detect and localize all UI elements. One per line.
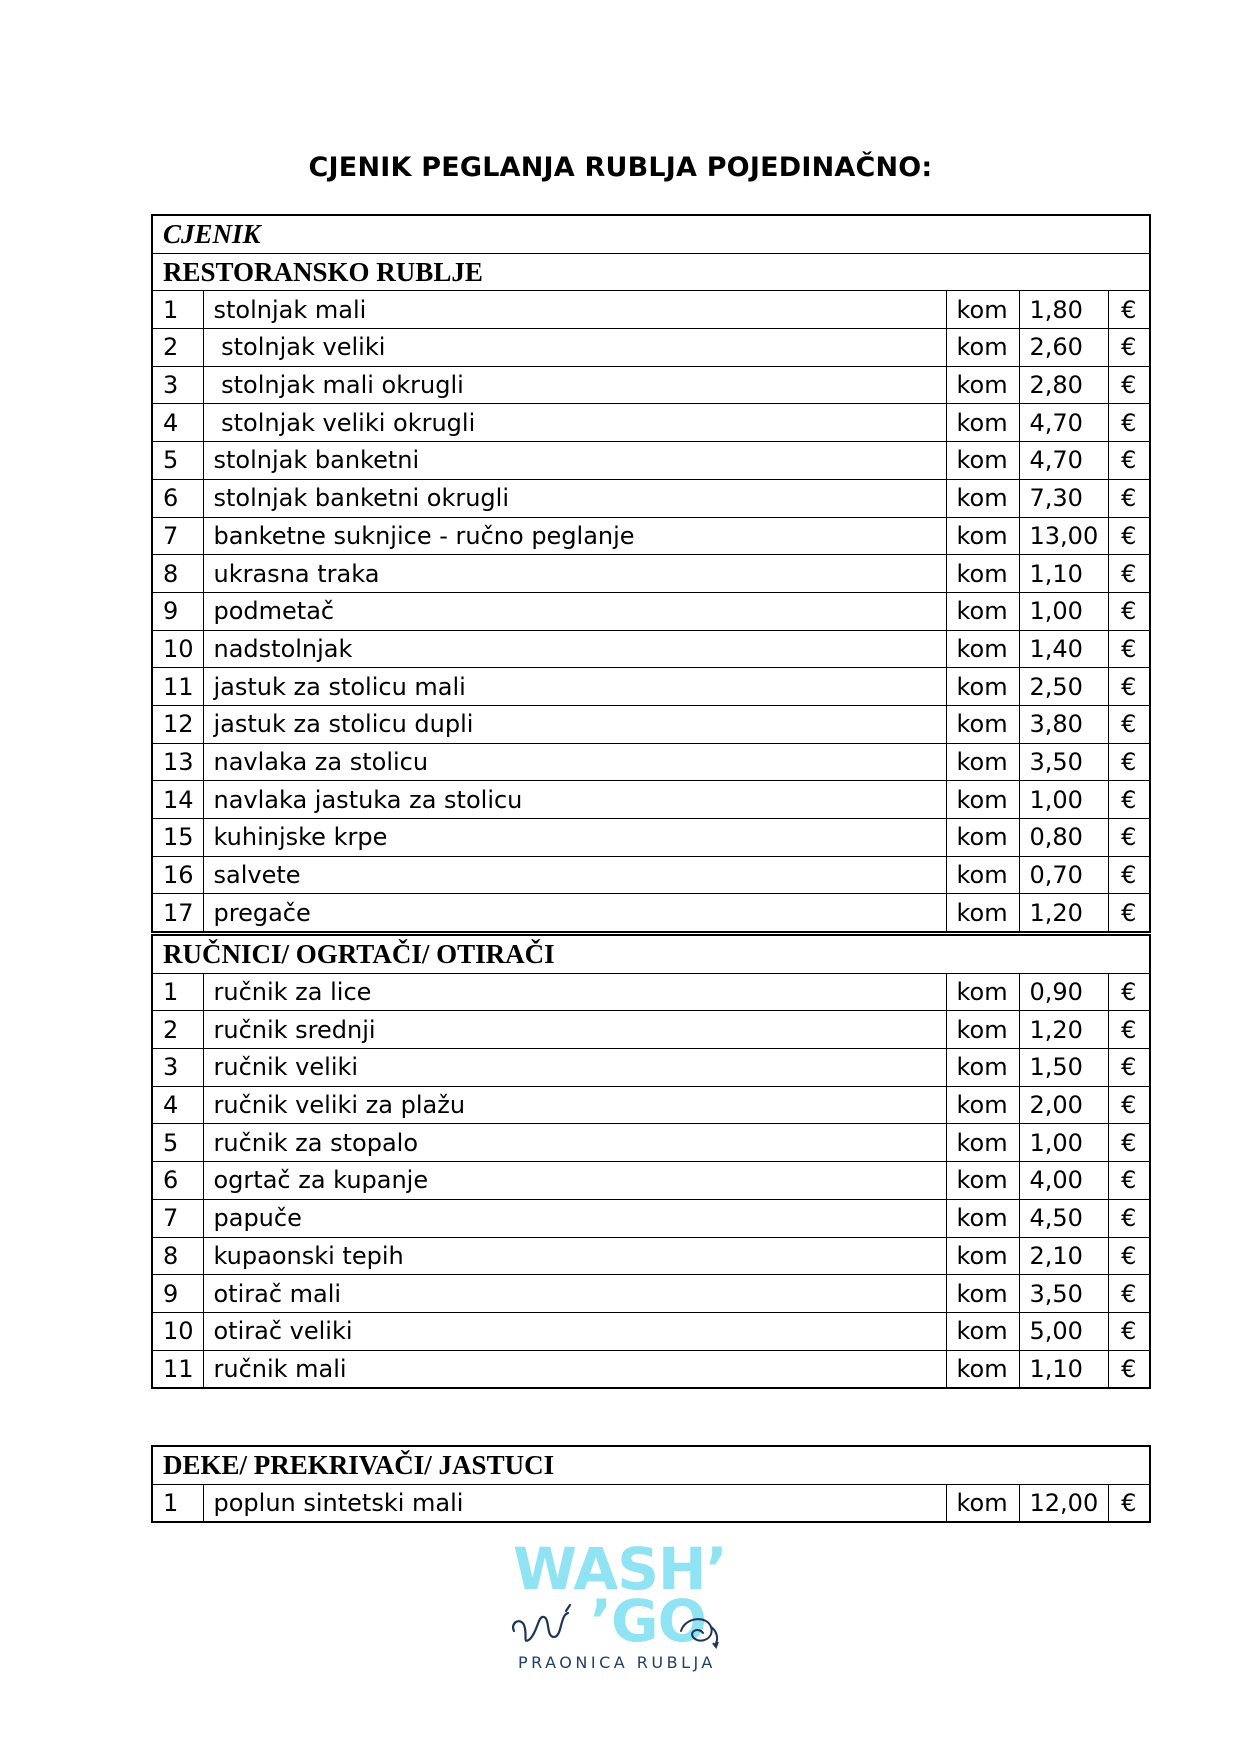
logo-tagline: PRAONICA RUBLJA [518, 1653, 716, 1672]
item-price: 2,00 [1019, 1086, 1108, 1124]
section-heading-row [152, 253, 1150, 291]
item-unit: kom [946, 517, 1019, 555]
item-name: ručnik veliki za plažu [203, 1086, 946, 1124]
item-name: ručnik za stopalo [203, 1124, 946, 1162]
item-price: 2,80 [1019, 366, 1108, 404]
item-price: 3,50 [1019, 743, 1108, 781]
row-number: 16 [152, 856, 203, 894]
table-row [152, 1124, 1150, 1162]
item-name: stolnjak mali okrugli [203, 366, 946, 404]
item-unit: kom [946, 1484, 1019, 1522]
row-number: 5 [152, 442, 203, 480]
item-price: 0,70 [1019, 856, 1108, 894]
item-price: 0,80 [1019, 819, 1108, 857]
table-row [152, 856, 1150, 894]
item-unit: kom [946, 1199, 1019, 1237]
item-currency: € [1108, 668, 1150, 706]
item-unit: kom [946, 1124, 1019, 1162]
price-table-deke [151, 1445, 1151, 1523]
section-heading-deke: DEKE/ PREKRIVAČI/ JASTUCI [152, 1446, 1150, 1484]
row-number: 10 [152, 1312, 203, 1350]
item-currency: € [1108, 1199, 1150, 1237]
item-currency: € [1108, 479, 1150, 517]
item-price: 3,50 [1019, 1275, 1108, 1313]
item-currency: € [1108, 329, 1150, 367]
item-name: poplun sintetski mali [203, 1484, 946, 1522]
row-number: 9 [152, 1275, 203, 1313]
item-price: 4,50 [1019, 1199, 1108, 1237]
row-number: 1 [152, 973, 203, 1011]
item-currency: € [1108, 973, 1150, 1011]
table-row [152, 291, 1150, 329]
item-price: 3,80 [1019, 705, 1108, 743]
item-price: 1,20 [1019, 1011, 1108, 1049]
logo-swirl-icon [675, 1603, 725, 1653]
item-name: jastuk za stolicu mali [203, 668, 946, 706]
table-row [152, 517, 1150, 555]
item-price: 2,60 [1019, 329, 1108, 367]
item-unit: kom [946, 1162, 1019, 1200]
row-number: 7 [152, 517, 203, 555]
row-number: 4 [152, 1086, 203, 1124]
table-row [152, 819, 1150, 857]
item-unit: kom [946, 781, 1019, 819]
item-currency: € [1108, 1275, 1150, 1313]
item-price: 12,00 [1019, 1484, 1108, 1522]
table-row [152, 1049, 1150, 1087]
item-currency: € [1108, 291, 1150, 329]
item-name: stolnjak mali [203, 291, 946, 329]
row-number: 11 [152, 1350, 203, 1388]
row-number: 8 [152, 555, 203, 593]
row-number: 6 [152, 1162, 203, 1200]
row-number: 7 [152, 1199, 203, 1237]
item-currency: € [1108, 705, 1150, 743]
row-number: 13 [152, 743, 203, 781]
item-price: 5,00 [1019, 1312, 1108, 1350]
item-name: stolnjak banketni [203, 442, 946, 480]
item-currency: € [1108, 743, 1150, 781]
item-name: ogrtač za kupanje [203, 1162, 946, 1200]
item-currency: € [1108, 1086, 1150, 1124]
table-row [152, 1199, 1150, 1237]
item-name: nadstolnjak [203, 630, 946, 668]
item-unit: kom [946, 856, 1019, 894]
item-name: navlaka za stolicu [203, 743, 946, 781]
item-price: 1,80 [1019, 291, 1108, 329]
item-name: podmetač [203, 592, 946, 630]
item-unit: kom [946, 668, 1019, 706]
item-currency: € [1108, 1350, 1150, 1388]
row-number: 5 [152, 1124, 203, 1162]
item-currency: € [1108, 630, 1150, 668]
table-row [152, 1275, 1150, 1313]
table-row [152, 1350, 1150, 1388]
item-price: 1,00 [1019, 592, 1108, 630]
item-unit: kom [946, 555, 1019, 593]
item-currency: € [1108, 819, 1150, 857]
item-name: pregače [203, 894, 946, 932]
item-name: stolnjak banketni okrugli [203, 479, 946, 517]
item-unit: kom [946, 1011, 1019, 1049]
item-price: 1,10 [1019, 1350, 1108, 1388]
table-row [152, 894, 1150, 932]
logo-go-text: ’GO [590, 1587, 706, 1655]
table-row [152, 668, 1150, 706]
page-title: CJENIK PEGLANJA RUBLJA POJEDINAČNO: [308, 152, 933, 183]
row-number: 9 [152, 592, 203, 630]
item-currency: € [1108, 442, 1150, 480]
item-currency: € [1108, 1011, 1150, 1049]
item-name: kupaonski tepih [203, 1237, 946, 1275]
item-currency: € [1108, 1049, 1150, 1087]
item-name: ručnik mali [203, 1350, 946, 1388]
row-number: 3 [152, 1049, 203, 1087]
item-unit: kom [946, 404, 1019, 442]
item-name: ručnik za lice [203, 973, 946, 1011]
table-row [152, 705, 1150, 743]
item-name: stolnjak veliki okrugli [203, 404, 946, 442]
item-unit: kom [946, 442, 1019, 480]
row-number: 6 [152, 479, 203, 517]
item-price: 1,10 [1019, 555, 1108, 593]
item-unit: kom [946, 479, 1019, 517]
item-unit: kom [946, 291, 1019, 329]
table-row [152, 973, 1150, 1011]
item-currency: € [1108, 366, 1150, 404]
item-price: 1,50 [1019, 1049, 1108, 1087]
item-unit: kom [946, 1086, 1019, 1124]
item-unit: kom [946, 973, 1019, 1011]
table-row [152, 630, 1150, 668]
item-currency: € [1108, 1124, 1150, 1162]
section-heading-row [152, 935, 1150, 973]
item-name: otirač veliki [203, 1312, 946, 1350]
table-row [152, 366, 1150, 404]
table-row [152, 743, 1150, 781]
item-currency: € [1108, 894, 1150, 932]
item-unit: kom [946, 329, 1019, 367]
item-unit: kom [946, 705, 1019, 743]
table-row [152, 1312, 1150, 1350]
item-price: 4,00 [1019, 1162, 1108, 1200]
item-unit: kom [946, 1237, 1019, 1275]
row-number: 1 [152, 291, 203, 329]
table-row [152, 1162, 1150, 1200]
item-name: salvete [203, 856, 946, 894]
item-name: ručnik veliki [203, 1049, 946, 1087]
item-unit: kom [946, 630, 1019, 668]
item-currency: € [1108, 404, 1150, 442]
item-price: 4,70 [1019, 442, 1108, 480]
item-price: 1,00 [1019, 781, 1108, 819]
item-price: 4,70 [1019, 404, 1108, 442]
row-number: 1 [152, 1484, 203, 1522]
cjenik-label: CJENIK [152, 215, 1150, 253]
item-currency: € [1108, 1312, 1150, 1350]
item-currency: € [1108, 1162, 1150, 1200]
item-name: ukrasna traka [203, 555, 946, 593]
row-number: 2 [152, 329, 203, 367]
item-currency: € [1108, 1237, 1150, 1275]
item-unit: kom [946, 592, 1019, 630]
table-row [152, 404, 1150, 442]
item-currency: € [1108, 592, 1150, 630]
item-unit: kom [946, 1312, 1019, 1350]
row-number: 12 [152, 705, 203, 743]
item-currency: € [1108, 856, 1150, 894]
row-number: 15 [152, 819, 203, 857]
row-number: 3 [152, 366, 203, 404]
item-currency: € [1108, 555, 1150, 593]
item-price: 13,00 [1019, 517, 1108, 555]
item-unit: kom [946, 1350, 1019, 1388]
item-price: 2,10 [1019, 1237, 1108, 1275]
row-number: 4 [152, 404, 203, 442]
price-table-restoransko [151, 214, 1151, 933]
table-row [152, 1237, 1150, 1275]
item-price: 1,00 [1019, 1124, 1108, 1162]
item-name: stolnjak veliki [203, 329, 946, 367]
item-name: kuhinjske krpe [203, 819, 946, 857]
table-row [152, 442, 1150, 480]
item-currency: € [1108, 1484, 1150, 1522]
item-name: jastuk za stolicu dupli [203, 705, 946, 743]
item-price: 2,50 [1019, 668, 1108, 706]
section-heading-row [152, 1446, 1150, 1484]
item-currency: € [1108, 517, 1150, 555]
row-number: 8 [152, 1237, 203, 1275]
item-currency: € [1108, 781, 1150, 819]
item-unit: kom [946, 366, 1019, 404]
item-name: navlaka jastuka za stolicu [203, 781, 946, 819]
item-name: ručnik srednji [203, 1011, 946, 1049]
table-row [152, 479, 1150, 517]
table-row [152, 1011, 1150, 1049]
price-table-rucnici [151, 934, 1151, 1389]
row-number: 14 [152, 781, 203, 819]
row-number: 10 [152, 630, 203, 668]
item-price: 0,90 [1019, 973, 1108, 1011]
item-price: 1,40 [1019, 630, 1108, 668]
section-heading-restoransko: RESTORANSKO RUBLJE [152, 253, 1150, 291]
section-heading-rucnici: RUČNICI/ OGRTAČI/ OTIRAČI [152, 935, 1150, 973]
table-row [152, 592, 1150, 630]
row-number: 17 [152, 894, 203, 932]
table-row [152, 329, 1150, 367]
row-number: 11 [152, 668, 203, 706]
logo-wash-text: WASH’ [513, 1535, 727, 1603]
item-name: papuče [203, 1199, 946, 1237]
table-row [152, 1484, 1150, 1522]
table-caption-row [152, 215, 1150, 253]
row-number: 2 [152, 1011, 203, 1049]
item-unit: kom [946, 1275, 1019, 1313]
item-unit: kom [946, 1049, 1019, 1087]
table-row [152, 555, 1150, 593]
wash-n-go-logo [500, 1535, 740, 1675]
item-unit: kom [946, 743, 1019, 781]
item-price: 7,30 [1019, 479, 1108, 517]
item-name: otirač mali [203, 1275, 946, 1313]
item-name: banketne suknjice - ručno peglanje [203, 517, 946, 555]
table-row [152, 781, 1150, 819]
item-unit: kom [946, 819, 1019, 857]
item-unit: kom [946, 894, 1019, 932]
item-price: 1,20 [1019, 894, 1108, 932]
table-row [152, 1086, 1150, 1124]
